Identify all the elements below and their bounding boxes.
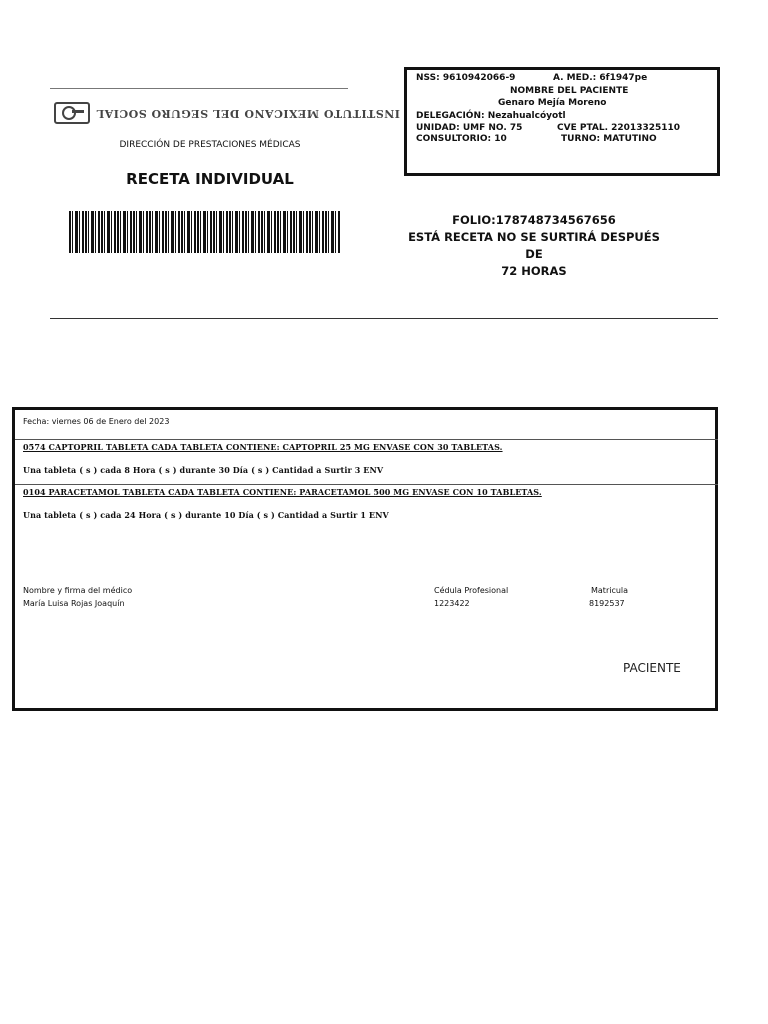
prescription-date: Fecha: viernes 06 de Enero del 2023	[23, 417, 170, 426]
turno: TURNO: MATUTINO	[561, 134, 657, 144]
imss-eagle-icon	[54, 102, 90, 124]
a-med: A. MED.: 6f1947pe	[553, 73, 648, 83]
barcode	[69, 211, 341, 253]
item-rule	[15, 484, 718, 485]
matricula-number: 8192537	[589, 599, 625, 608]
expiry-warning-line1: ESTÁ RECETA NO SE SURTIRÁ DESPUÉS DE	[408, 230, 660, 261]
consultorio: CONSULTORIO: 10	[416, 134, 507, 144]
doctor-label: Nombre y firma del médico	[23, 586, 133, 595]
medication-dosage: Una tableta ( s ) cada 8 Hora ( s ) durante 30 Día ( s ) Cantidad a Surtir 3 ENV	[23, 465, 384, 475]
expiry-warning-line2: 72 HORAS	[501, 264, 567, 278]
medication-dosage: Una tableta ( s ) cada 24 Hora ( s ) durante 10 Día ( s ) Cantidad a Surtir 1 ENV	[23, 510, 389, 520]
nss: NSS: 9610942066-9	[416, 73, 516, 83]
prescription-box	[12, 407, 718, 711]
section-divider	[50, 318, 718, 319]
unidad: UNIDAD: UMF NO. 75	[416, 123, 523, 133]
folio-block	[404, 212, 664, 280]
matricula-label: Matricula	[591, 586, 629, 595]
document-title: RECETA INDIVIDUAL	[126, 170, 294, 188]
medication-description: 0574 CAPTOPRIL TABLETA CADA TABLETA CONTIENE: CAPTOPRIL 25 MG ENVASE CON 30 TABLETAS.	[23, 442, 503, 452]
patient-name-label: NOMBRE DEL PACIENTE	[510, 86, 629, 96]
medication-description: 0104 PARACETAMOL TABLETA CADA TABLETA CONTIENE: PARACETAMOL 500 MG ENVASE CON 10 TABLETAS.	[23, 487, 542, 497]
patient-name: Genaro Mejía Moreno	[498, 98, 607, 108]
copy-label: PACIENTE	[623, 661, 681, 675]
department-name: DIRECCIÓN DE PRESTACIONES MÉDICAS	[119, 140, 301, 150]
doctor-name: María Luisa Rojas Joaquín	[23, 599, 125, 608]
cedula-number: 1223422	[434, 599, 470, 608]
institution-name: INSTITUTO MEXICANO DEL SEGURO SOCIAL	[96, 106, 400, 120]
patient-info-box	[404, 67, 720, 176]
top-rule	[50, 88, 348, 89]
item-rule	[15, 439, 718, 440]
delegacion: DELEGACIÓN: Nezahualcóyotl	[416, 111, 566, 121]
imss-logo	[54, 102, 400, 124]
cve-ptal: CVE PTAL. 22013325110	[557, 123, 681, 133]
cedula-label: Cédula Profesional	[434, 586, 509, 595]
folio-number: FOLIO:178748734567656	[452, 213, 616, 227]
